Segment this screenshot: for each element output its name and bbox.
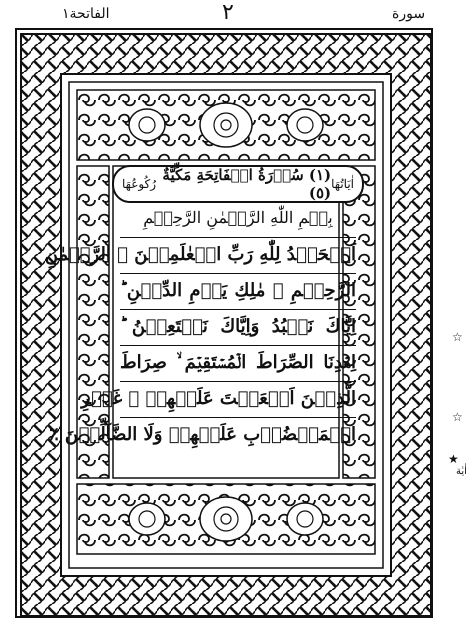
verse-line: الۡمَغۡضُوۡبِ عَلَيۡهِمۡ وَلَا الضَّآلِّيۡنَ ٪	[120, 417, 356, 451]
verse-line: الرَّحِيۡمِ ۙ مٰلِكِ يَوۡمِ الدِّيۡنِ ؕ	[120, 273, 356, 307]
margin-star-icon: ☆	[452, 330, 463, 344]
basmala: بِسۡمِ اللّٰهِ الرَّحۡمٰنِ الرَّحِيۡمِ	[143, 208, 333, 227]
margin-star-icon: ★	[448, 452, 459, 466]
page-number: ٢	[222, 0, 234, 25]
margin-star-icon: ☆	[452, 410, 463, 424]
verse-line: الَّذِيۡنَ اَنۡعَمۡتَ عَلَيۡهِمۡ ۙ غَيۡرِ	[120, 381, 356, 415]
surah-title-band	[112, 165, 364, 203]
margin-note: اٰيٰة	[456, 466, 467, 477]
verse-line: اَلۡحَمۡدُ لِلّٰهِ رَبِّ الۡعٰلَمِيۡنَ ۙ الرَّحۡمٰنِ	[120, 237, 356, 271]
verse-line: اِيَّاكَ نَعۡبُدُ وَاِيَّاكَ نَسۡتَعِيۡنُ ؕ	[120, 309, 356, 343]
ruku-count-tag: رُكُوعُهَا	[122, 177, 157, 191]
surah-title: (١) سُوۡرَةُ الۡفَاتِحَةِ مَكِّيَّةٌ (٥)	[162, 166, 332, 202]
ayat-count-tag: اٰيَاتُهَا	[331, 177, 354, 191]
header-surah-label: سورة	[392, 6, 426, 22]
header-surah-name: الفاتحة١	[62, 6, 110, 22]
verse-line: اِهۡدِنَا الصِّرَاطَ الۡمُسۡتَقِيۡمَ ۙ صِرَاطَ	[120, 345, 356, 379]
